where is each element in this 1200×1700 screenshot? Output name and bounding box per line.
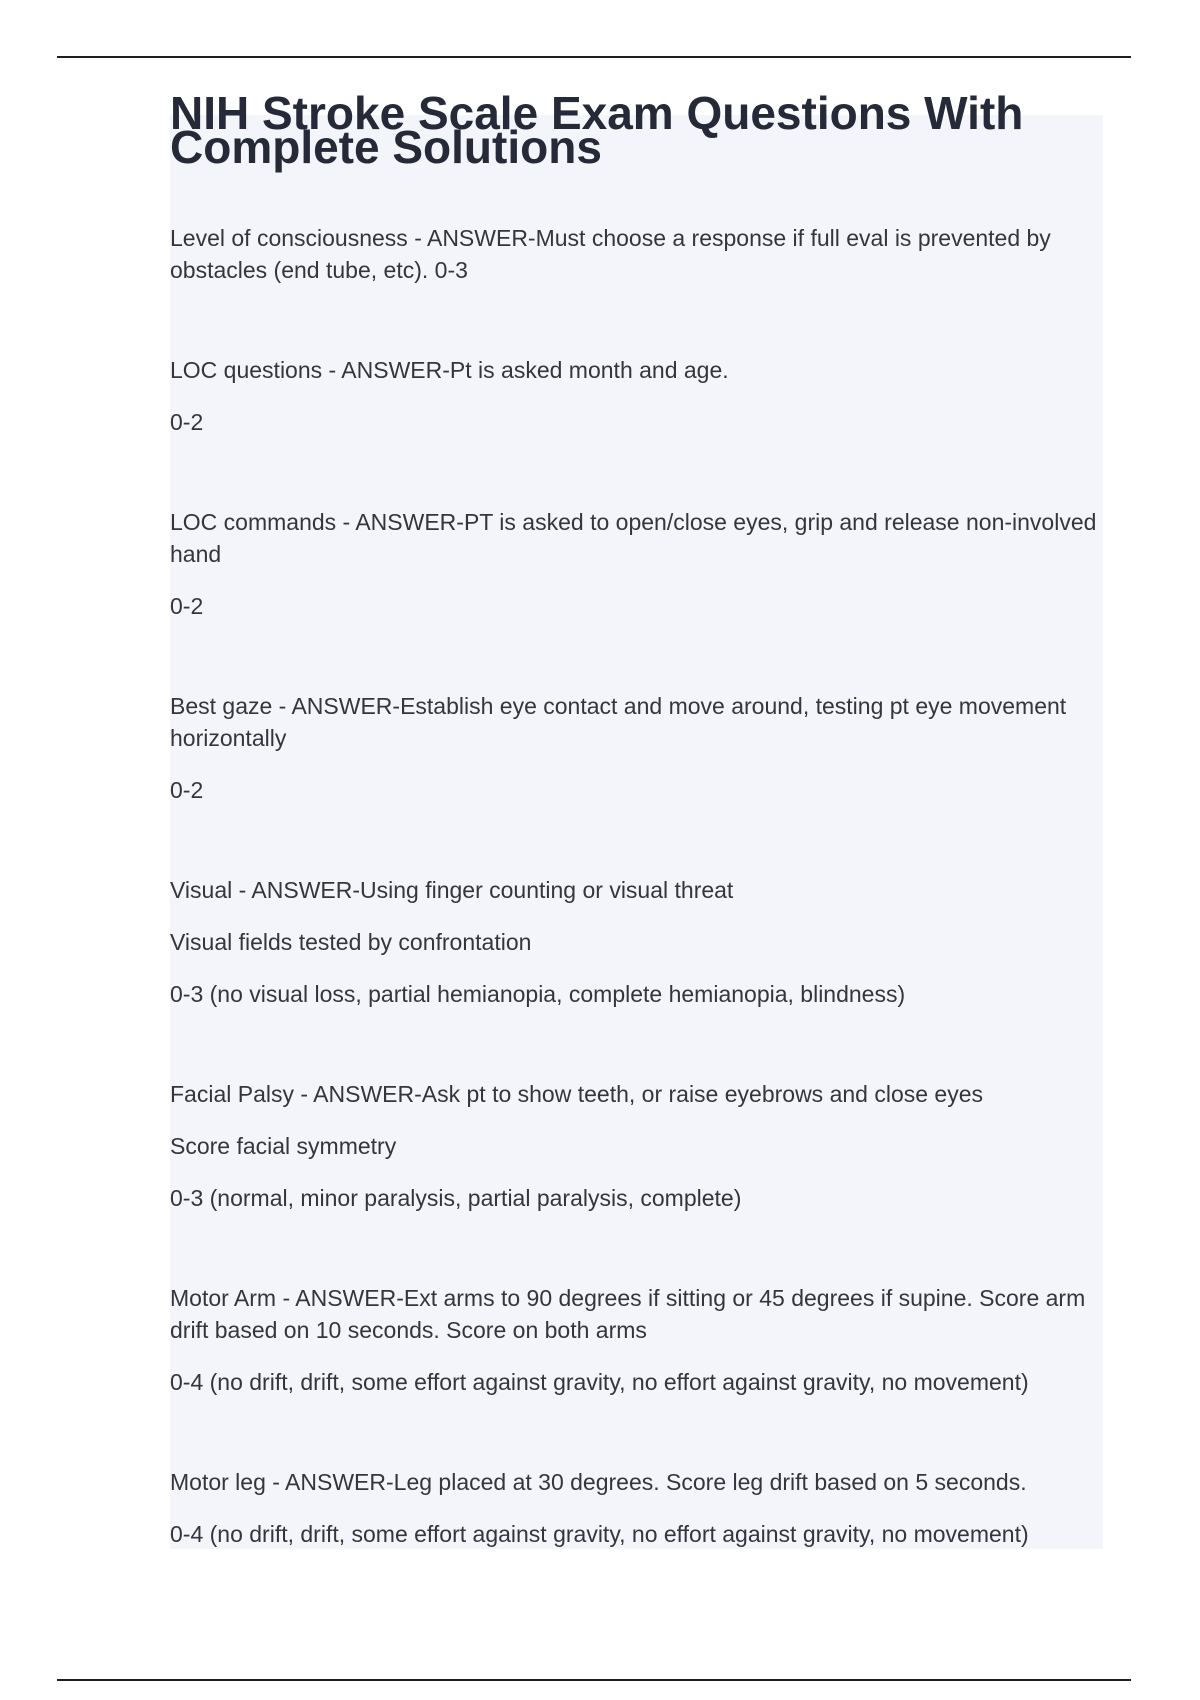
entry-paragraph: Visual - ANSWER-Using finger counting or visual threat bbox=[170, 877, 734, 903]
entry-motor-leg bbox=[170, 1466, 1100, 1550]
entry-paragraph: Facial Palsy - ANSWER-Ask pt to show teeth, or raise eyebrows and close eyes bbox=[170, 1081, 983, 1107]
header-rule bbox=[57, 56, 1131, 58]
entry-list bbox=[170, 222, 1100, 1550]
document-title: NIH Stroke Scale Exam Questions With Complete Solutions bbox=[170, 87, 1024, 173]
entry-motor-arm bbox=[170, 1282, 1100, 1398]
entry-loc-commands bbox=[170, 506, 1100, 622]
entry-paragraph: LOC questions - ANSWER-Pt is asked month and age. bbox=[170, 357, 729, 383]
entry-level-of-consciousness bbox=[170, 222, 1100, 286]
entry-best-gaze bbox=[170, 690, 1100, 806]
entry-paragraph: Best gaze - ANSWER-Establish eye contact and move around, testing pt eye movement horizontally bbox=[170, 693, 1067, 751]
entry-paragraph: Motor Arm - ANSWER-Ext arms to 90 degrees if sitting or 45 degrees if supine. Score arm drift based on 10 seconds. Score on both arms bbox=[170, 1285, 1086, 1343]
entry-score-range: 0-4 (no drift, drift, some effort against gravity, no effort against gravity, no movement) bbox=[170, 1369, 1029, 1395]
entry-visual bbox=[170, 874, 1100, 1010]
entry-paragraph: Level of consciousness - ANSWER-Must choose a response if full eval is prevented by obstacles (end tube, etc). 0-3 bbox=[170, 225, 1051, 283]
entry-loc-questions bbox=[170, 354, 1100, 438]
entry-score-range: 0-3 (normal, minor paralysis, partial paralysis, complete) bbox=[170, 1185, 742, 1211]
entry-score-range: 0-4 (no drift, drift, some effort against gravity, no effort against gravity, no movement) bbox=[170, 1521, 1029, 1547]
entry-paragraph: Motor leg - ANSWER-Leg placed at 30 degrees. Score leg drift based on 5 seconds. bbox=[170, 1469, 1027, 1495]
entry-paragraph: Visual fields tested by confrontation bbox=[170, 929, 532, 955]
entry-score-range: 0-3 (no visual loss, partial hemianopia, complete hemianopia, blindness) bbox=[170, 981, 906, 1007]
entry-facial-palsy bbox=[170, 1078, 1100, 1214]
entry-score-range: 0-2 bbox=[170, 593, 204, 619]
entry-score-range: 0-2 bbox=[170, 409, 204, 435]
entry-paragraph: LOC commands - ANSWER-PT is asked to open/close eyes, grip and release non-involved hand bbox=[170, 509, 1097, 567]
document-body bbox=[170, 87, 1100, 1550]
entry-paragraph: Score facial symmetry bbox=[170, 1133, 397, 1159]
entry-score-range: 0-2 bbox=[170, 777, 204, 803]
footer-rule bbox=[57, 1679, 1131, 1681]
